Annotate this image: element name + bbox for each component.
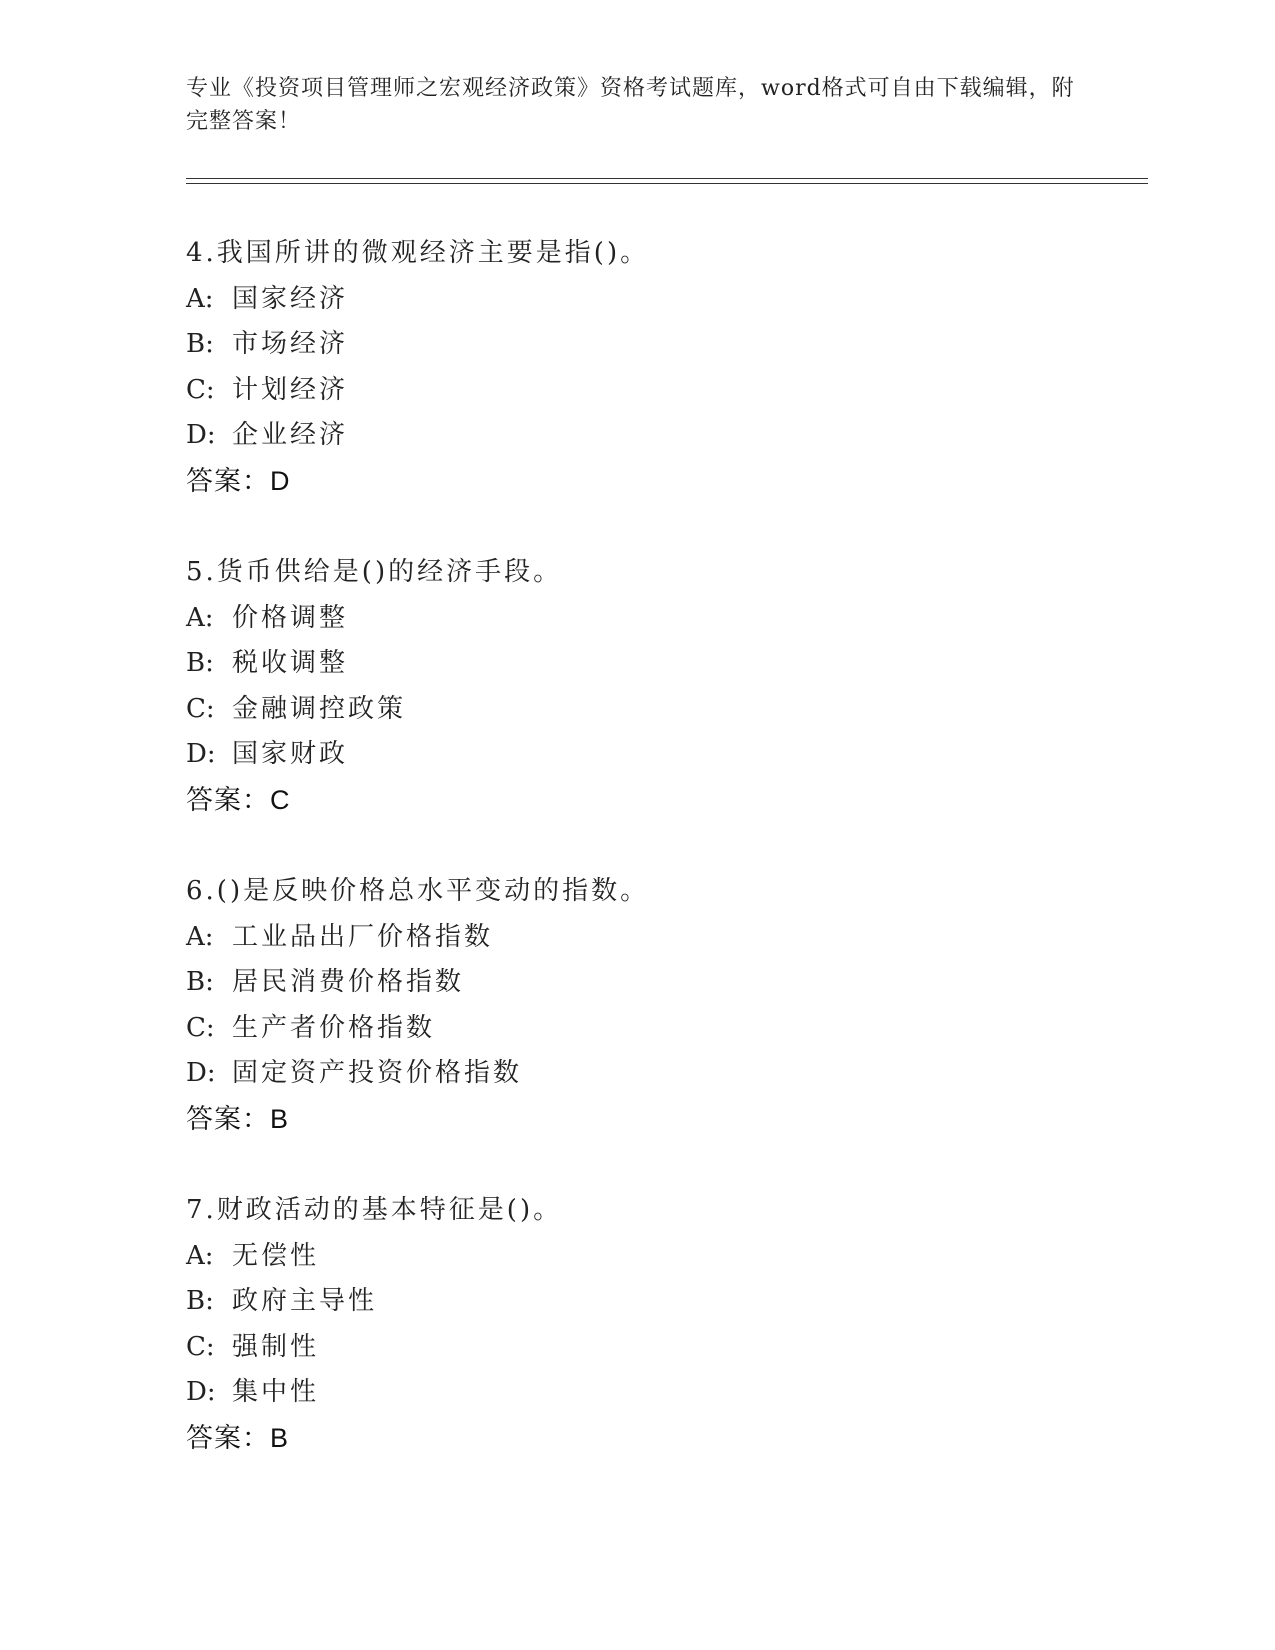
option-text: 国家经济 (232, 283, 349, 314)
option-key: A: (186, 1240, 214, 1271)
question-4 (186, 231, 1086, 504)
option-c (186, 687, 1086, 733)
option-key: A: (186, 921, 214, 952)
option-b (186, 641, 1086, 687)
answer-line (186, 459, 1086, 505)
option-c (186, 1325, 1086, 1371)
answer-value: B (270, 1103, 290, 1134)
question-stem: 5.货币供给是()的经济手段。 (186, 557, 563, 587)
answer-label: 答案： (186, 784, 270, 815)
option-text: 强制性 (232, 1331, 320, 1362)
option-key: D: (186, 1377, 216, 1407)
option-text: 固定资产投资价格指数 (232, 1058, 523, 1088)
header-divider-top (186, 178, 1148, 179)
answer-line (186, 778, 1086, 824)
option-key: D: (186, 1058, 216, 1088)
option-key: A: (186, 602, 214, 633)
question-stem: 4.我国所讲的微观经济主要是指()。 (186, 238, 650, 268)
answer-line (186, 1416, 1086, 1462)
option-text: 工业品出厂价格指数 (232, 921, 494, 952)
question-6 (186, 869, 1086, 1142)
option-key: B: (186, 967, 214, 997)
answer-value: C (270, 784, 291, 815)
option-b (186, 960, 1086, 1006)
question-stem: 6.()是反映价格总水平变动的指数。 (186, 876, 650, 906)
answer-label: 答案： (186, 465, 270, 496)
option-key: D: (186, 420, 216, 450)
option-d (186, 732, 1086, 778)
option-key: C: (186, 1012, 215, 1043)
document-intro: 专业《投资项目管理师之宏观经济政策》资格考试题库，word格式可自由下载编辑，附完整答案！ (186, 76, 1075, 134)
option-text: 居民消费价格指数 (232, 967, 465, 997)
option-text: 市场经济 (232, 329, 349, 359)
answer-value: B (270, 1422, 290, 1453)
answer-line (186, 1097, 1086, 1143)
option-d (186, 413, 1086, 459)
option-text: 国家财政 (232, 739, 349, 769)
question-5 (186, 550, 1086, 823)
option-key: A: (186, 283, 214, 314)
option-b (186, 1279, 1086, 1325)
option-a (186, 915, 1086, 961)
option-key: B: (186, 648, 214, 678)
option-text: 政府主导性 (232, 1286, 378, 1316)
option-key: C: (186, 374, 215, 405)
answer-label: 答案： (186, 1103, 270, 1134)
option-d (186, 1051, 1086, 1097)
header-divider-bottom (186, 183, 1148, 184)
option-c (186, 1006, 1086, 1052)
option-text: 税收调整 (232, 648, 349, 678)
option-a (186, 596, 1086, 642)
option-text: 集中性 (232, 1377, 320, 1407)
option-a (186, 1234, 1086, 1280)
option-key: D: (186, 739, 216, 769)
option-b (186, 322, 1086, 368)
option-a (186, 277, 1086, 323)
answer-value: D (270, 465, 291, 496)
option-text: 价格调整 (232, 602, 349, 633)
question-7 (186, 1188, 1086, 1461)
option-d (186, 1370, 1086, 1416)
option-text: 生产者价格指数 (232, 1012, 436, 1043)
option-text: 计划经济 (232, 374, 349, 405)
option-c (186, 368, 1086, 414)
option-text: 企业经济 (232, 420, 349, 450)
option-key: C: (186, 1331, 215, 1362)
option-key: B: (186, 1286, 214, 1316)
option-key: C: (186, 693, 215, 724)
question-stem: 7.财政活动的基本特征是()。 (186, 1195, 563, 1225)
option-key: B: (186, 329, 214, 359)
answer-label: 答案： (186, 1422, 270, 1453)
option-text: 无偿性 (232, 1240, 320, 1271)
option-text: 金融调控政策 (232, 693, 407, 724)
